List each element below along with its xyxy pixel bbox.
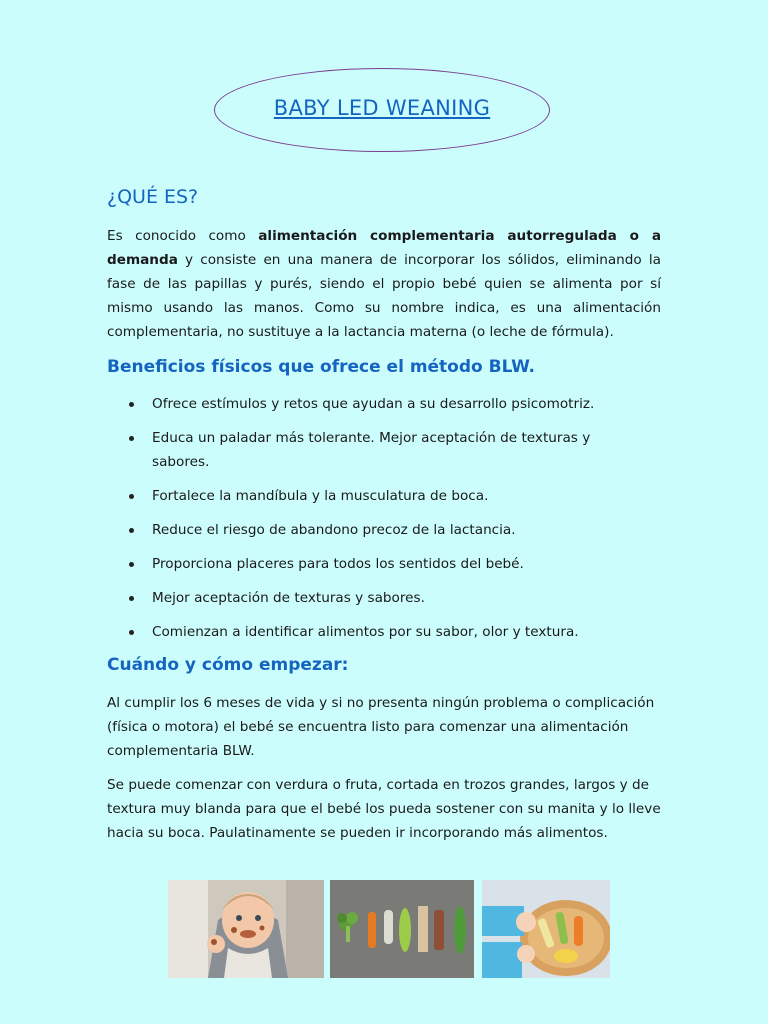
list-item: [107, 586, 627, 610]
bullet-icon: [129, 436, 134, 441]
bullet-icon: [129, 402, 134, 407]
que-es-text-bold: alimentación complementaria autorregulada o a demanda: [107, 228, 661, 268]
list-item: [107, 552, 627, 576]
list-item: [107, 392, 627, 416]
cuando-paragraph-2: Se puede comenzar con verdura o fruta, cortada en trozos grandes, largos y de textura muy blanda para que el bebé los pueda sostener con su manita y lo lleve hacia su boca. Paulatinamente se pueden ir incorporando más alimentos.: [107, 777, 661, 841]
benefits-list: [107, 392, 627, 654]
cuando-paragraph-1: Al cumplir los 6 meses de vida y si no presenta ningún problema o complicación (física o motora) el bebé se encuentra listo para comenzar una alimentación complementaria BLW.: [107, 695, 655, 759]
title-oval: [214, 68, 550, 152]
page-title: BABY LED WEANING: [273, 96, 491, 120]
que-es-text-after: y consiste en una manera de incorporar los sólidos, eliminando la fase de las papillas y purés, siendo el propio bebé quien se alimenta por sí mismo usando las manos. Como su nombre indica, es una alimentación complementaria, no sustituye a la lactancia materna (o leche de fórmula).: [107, 252, 661, 340]
que-es-paragraph: [107, 224, 661, 344]
list-item-text: Proporciona placeres para todos los sentidos del bebé.: [152, 556, 524, 572]
list-item-text: Reduce el riesgo de abandono precoz de la lactancia.: [152, 522, 516, 538]
bullet-icon: [129, 630, 134, 635]
list-item-text: Mejor aceptación de texturas y sabores.: [152, 590, 425, 606]
list-item: [107, 620, 627, 644]
bullet-icon: [129, 528, 134, 533]
list-item-text: Comienzan a identificar alimentos por su sabor, olor y textura.: [152, 624, 579, 640]
bullet-icon: [129, 596, 134, 601]
list-item: [107, 484, 627, 508]
heading-que-es: ¿QUÉ ES?: [107, 186, 199, 208]
baby-eating-photo: [168, 880, 324, 978]
list-item: [107, 518, 627, 542]
vegetable-sticks-photo: [330, 880, 474, 978]
bullet-icon: [129, 562, 134, 567]
bullet-icon: [129, 494, 134, 499]
heading-cuando: Cuándo y cómo empezar:: [107, 655, 349, 675]
list-item-text: Educa un paladar más tolerante. Mejor aceptación de texturas y sabores.: [152, 430, 591, 470]
list-item-text: Fortalece la mandíbula y la musculatura de boca.: [152, 488, 489, 504]
list-item: [107, 426, 627, 474]
list-item-text: Ofrece estímulos y retos que ayudan a su desarrollo psicomotriz.: [152, 396, 595, 412]
que-es-text-before: Es conocido como: [107, 228, 259, 244]
heading-beneficios: Beneficios físicos que ofrece el método BLW.: [107, 357, 535, 377]
baby-plate-photo: [482, 880, 610, 978]
